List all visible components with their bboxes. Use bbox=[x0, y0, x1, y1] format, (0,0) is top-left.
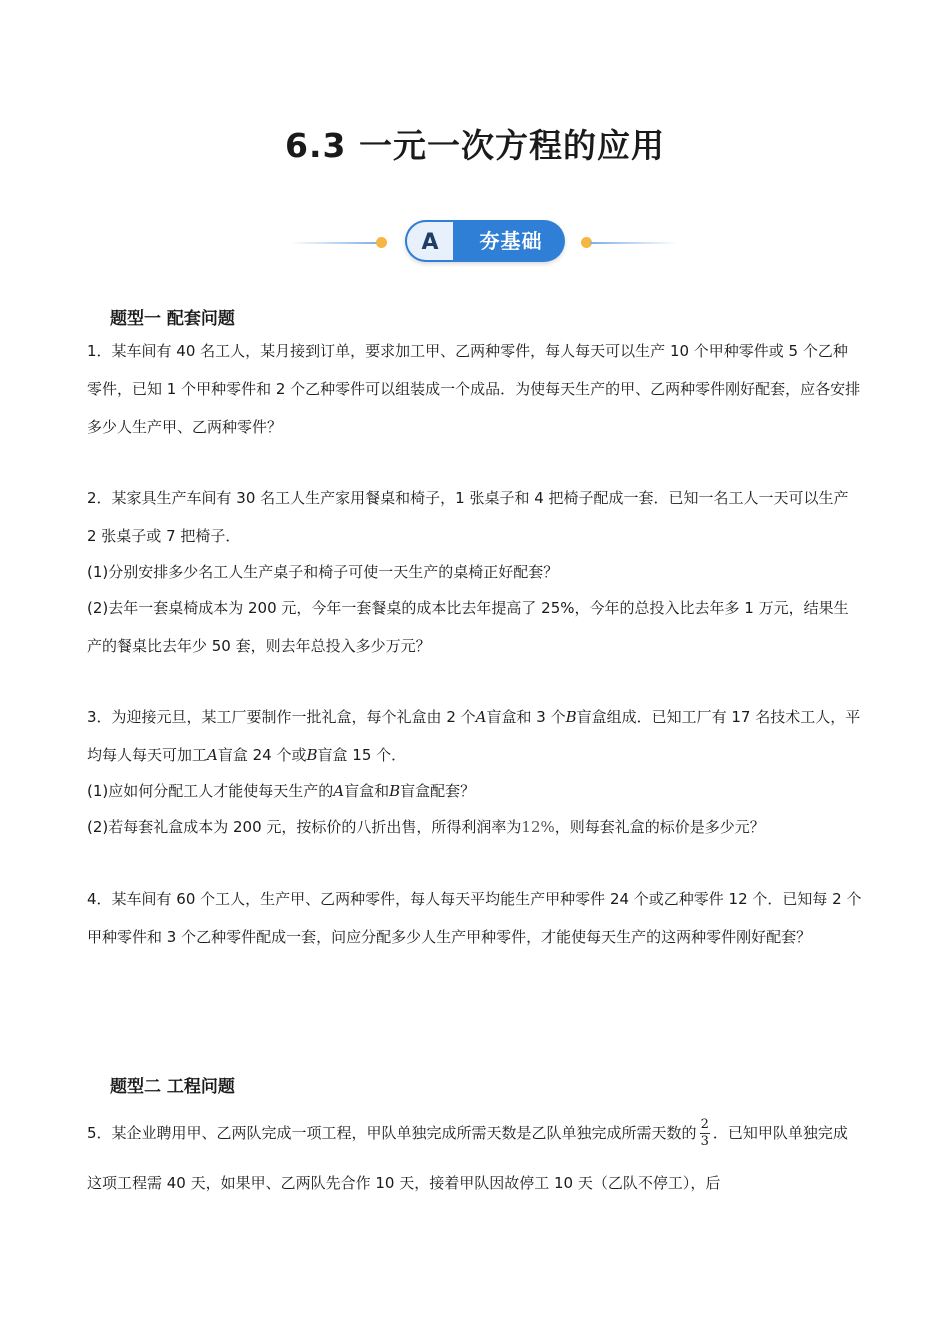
problem-3-q2: (2)若每套礼盒成本为 200 元，按标价的八折出售，所得利润率为12%，则每套礼盒的标价是多少元？ bbox=[87, 818, 765, 836]
problem-3-text: 3．为迎接元旦，某工厂要制作一批礼盒，每个礼盒由 2 个A盲盒和 3 个B盲盒组成．已知工厂有 17 名技术工人，平均每人每天可加工A盲盒 24 个或B盲盒 15 个． bbox=[87, 708, 861, 764]
problem-2-q2: (2)去年一套桌椅成本为 200 元，今年一套餐桌的成本比去年提高了 25%，今年的总投入比去年多 1 万元，结果生产的餐桌比去年少 50 套，则去年总投入多少万元？ bbox=[87, 599, 849, 655]
problem-2-text: 2．某家具生产车间有 30 名工人生产家用餐桌和椅子，1 张桌子和 4 把椅子配成一套．已知一名工人一天可以生产 2 张桌子或 7 把椅子． bbox=[87, 489, 849, 545]
problem-4-text: 4．某车间有 60 个工人，生产甲、乙两种零件，每人每天平均能生产甲种零件 24 个或乙种零件 12 个．已知每 2 个甲种零件和 3 个乙种零件配成一套，问应分配多少人生产甲种零件，才能使每天生产的这两种零件刚好配套？ bbox=[87, 890, 862, 946]
problem-5-text: 5．某企业聘用甲、乙两队完成一项工程，甲队单独完成所需天数是乙队单独完成所需天数的 $\frac{2}{3}$ ．已知甲队单独完成这项工程需 40 天，如果甲、乙两队先合作 10 天，接着甲队因故停工 10 天（乙队不停工），后 bbox=[87, 1117, 848, 1192]
section-heading-2: 题型二 工程问题 bbox=[110, 1077, 235, 1097]
problem-3 bbox=[87, 698, 862, 846]
problem-3-q1: (1)应如何分配工人才能使每天生产的A盲盒和B盲盒配套？ bbox=[87, 782, 476, 800]
banner-pill bbox=[405, 220, 565, 262]
percent-value: 12% bbox=[521, 818, 555, 836]
banner-label: 夯基础 bbox=[479, 229, 543, 253]
problem-1-text: 1．某车间有 40 名工人，某月接到订单，要求加工甲、乙两种零件，每人每天可以生产 10 个甲种零件或 5 个乙种零件，已知 1 个甲种零件和 2 个乙种零件可以组装成一个成品．为使每天生产的甲、乙两种零件刚好配套，应各安排多少人生产甲、乙两种零件？ bbox=[87, 342, 861, 436]
banner-line-right bbox=[590, 242, 678, 244]
banner-letter: A bbox=[405, 220, 455, 262]
page-title: 6.3 一元一次方程的应用 bbox=[285, 126, 665, 165]
banner-dot-left bbox=[376, 237, 387, 248]
problem-5 bbox=[87, 1108, 862, 1208]
problem-2 bbox=[87, 479, 862, 665]
section-heading-1: 题型一 配套问题 bbox=[110, 309, 235, 329]
problem-4 bbox=[87, 880, 862, 956]
banner-line-left bbox=[290, 242, 378, 244]
fraction: $\frac{2}{3}$ bbox=[700, 1117, 709, 1149]
section-banner bbox=[290, 220, 680, 266]
problem-2-q1: (1)分别安排多少名工人生产桌子和椅子可使一天生产的桌椅正好配套？ bbox=[87, 563, 559, 581]
problem-1 bbox=[87, 332, 862, 446]
